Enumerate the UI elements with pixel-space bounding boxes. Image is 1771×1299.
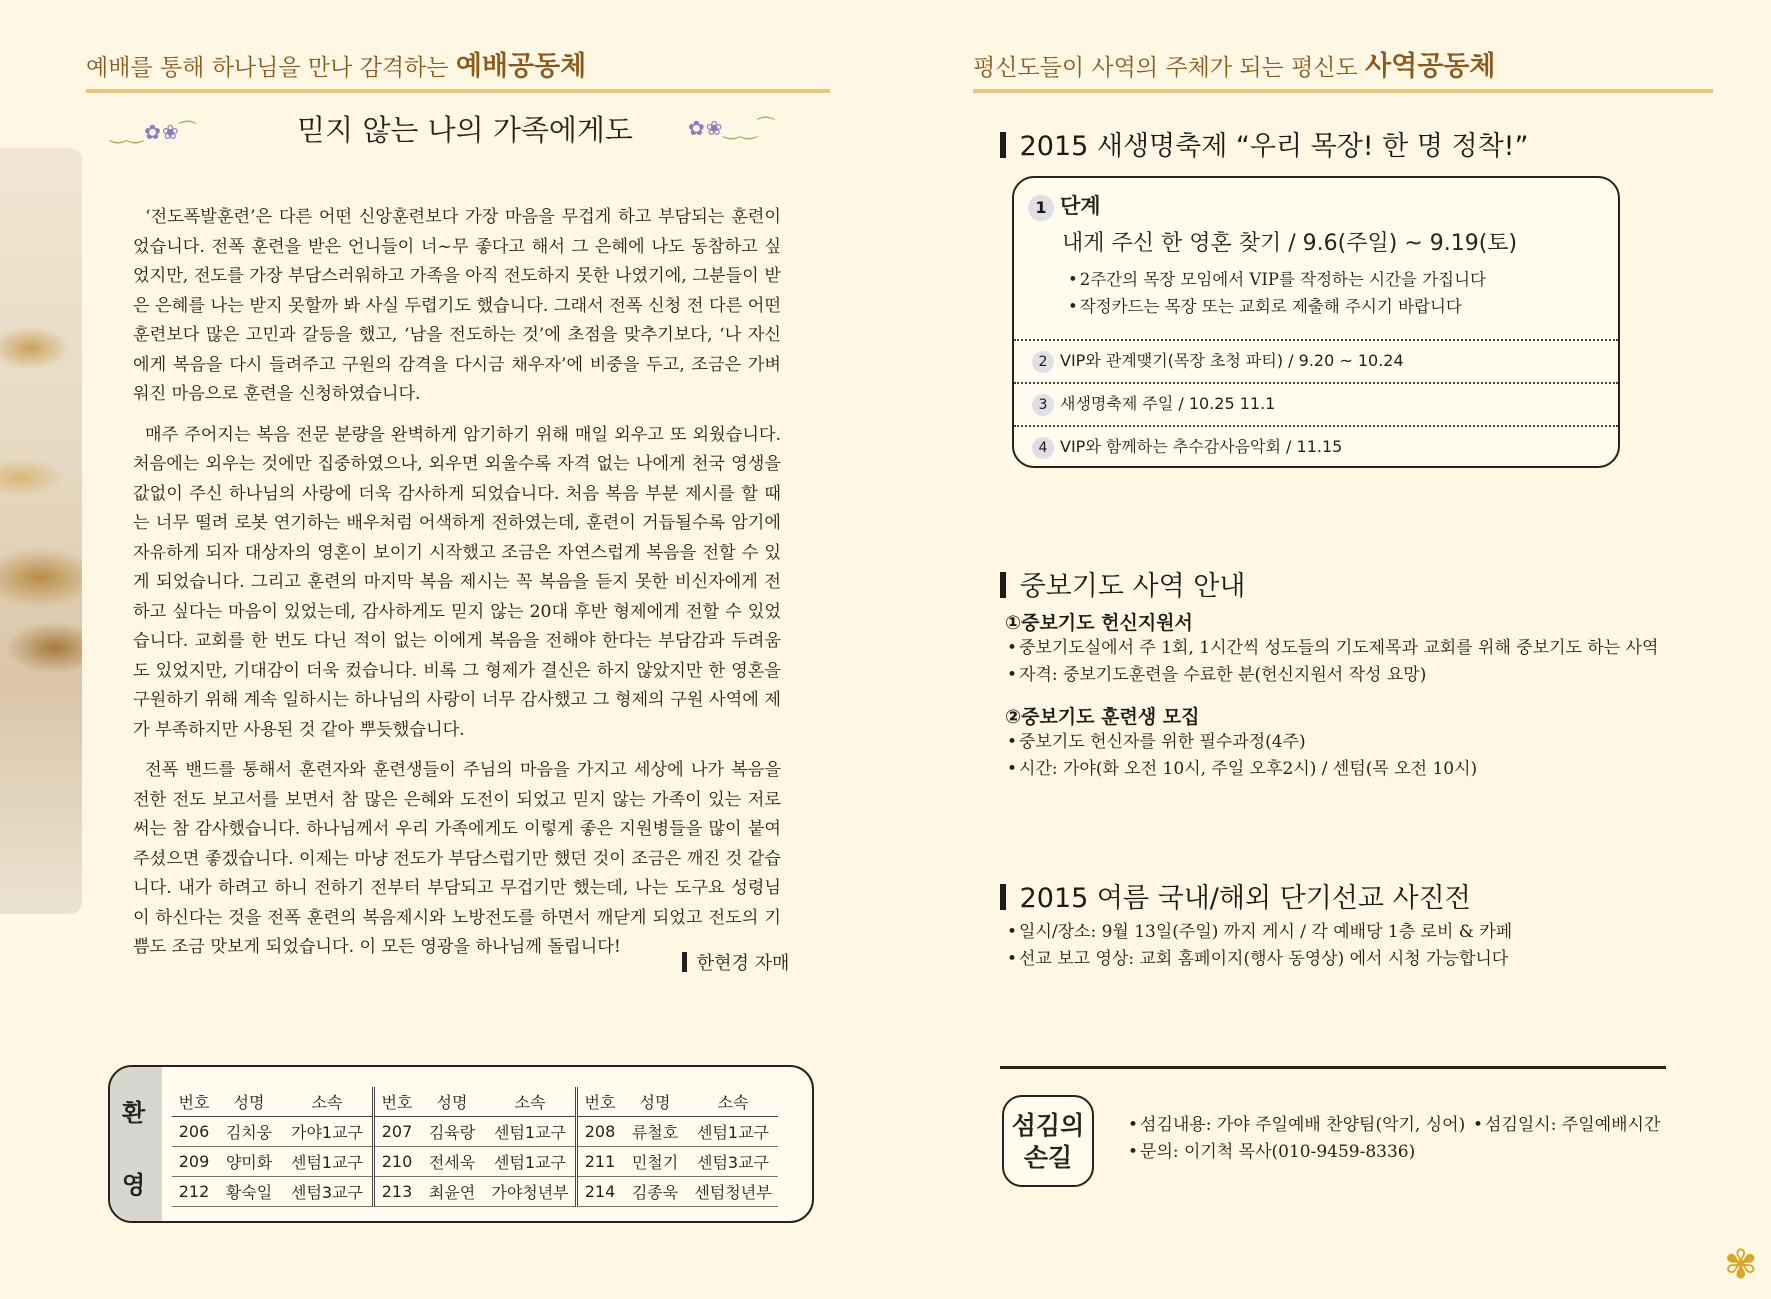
corner-leaf-icon: ✾	[1724, 1242, 1758, 1288]
stage-4-row	[1032, 434, 1342, 459]
stage-divider-1	[1014, 339, 1618, 341]
signature-text: 한현경 자매	[696, 953, 790, 974]
welcome-table	[172, 1087, 778, 1207]
stage-1-headline: 내게 주신 한 영혼 찾기 / 9.6(주일) ~ 9.19(토)	[1062, 231, 1518, 256]
serve-label	[1002, 1095, 1094, 1187]
right-header-bold: 사역공동체	[1365, 51, 1496, 82]
table-cell: 가야1교구	[282, 1117, 374, 1147]
prayer-title	[1000, 564, 1245, 603]
article-paragraph-3: 전폭 밴드를 통해서 훈련자와 훈련생들이 주님의 마음을 가지고 세상에 나가 복음을 전한 전도 보고서를 보면서 참 많은 은혜와 도전이 되었고 믿지 않는 가족이 있는 저로써는 참 감사했습니다. 하나님께서 우리 가족에게도 이렇게 좋은 지원병들을 많이 붙여주셨으면 좋겠습니다. 이제는 마냥 전도가 부담스럽기만 했던 것이 조금은 깨진 것 같습니다. 내가 하려고 하니 전하기 전부터 부담되고 무겁기만 했는데, 나는 도구요 성령님이 하신다는 것을 전폭 훈련의 복음제시와 노방전도를 하면서 깨닫게 되었고 전도의 기쁨도 조금 맛보게 되었습니다. 이 모든 영광을 하나님께 돌립니다!	[133, 760, 781, 957]
table-cell: 센텀1교구	[485, 1117, 577, 1147]
table-cell: 센텀1교구	[688, 1117, 778, 1147]
article-paragraph-2: 매주 주어지는 복음 전문 분량을 완벽하게 암기하기 위해 매일 외우고 또 외웠습니다. 처음에는 외우는 것에만 집중하였으나, 외우면 외울수록 자격 없는 나에게 천국 영생을 값없이 주신 하나님의 사랑에 더욱 감사하게 되었습니다. 처음 복음 부분 제시를 할 때는 너무 떨려 로봇 연기하는 배우처럼 어색하게 전하였는데, 훈련이 거듭될수록 암기에 자유하게 되자 대상자의 영혼이 보이기 시작했고 조금은 자연스럽게 복음을 전할 수 있게 되었습니다. 그리고 훈련의 마지막 복음 제시는 꼭 복음을 듣지 못한 비신자에게 전하고 싶다는 마음이 있었는데, 감사하게도 믿지 않는 20대 후반 형제에게 전할 수 있었습니다. 교회를 한 번도 다닌 적이 없는 이에게 복음을 전해야 한다는 부담감과 두려움도 있었지만, 기대감이 더욱 컸습니다. 비록 그 형제가 결신은 하지 않았지만 한 영혼을 구원하기 위해 계속 일하시는 하나님의 사랑이 너무 감사했고 그 형제의 구원 사역에 제가 부족하지만 사용된 것 같아 뿌듯했습니다.	[133, 424, 781, 740]
col-header-group: 소속	[485, 1087, 577, 1117]
stage-2-row	[1032, 348, 1404, 373]
stage-1-bullet-2: • 작정카드는 목장 또는 교회로 제출해 주시기 바랍니다	[1068, 293, 1462, 321]
stage-2-text: VIP와 관계맺기(목장 초청 파티) / 9.20 ~ 10.24	[1060, 351, 1404, 370]
mission-photo-title	[1000, 876, 1471, 915]
festival-title-text: 2015 새생명축제 “우리 목장! 한 명 정착!”	[1019, 131, 1529, 162]
col-header-name: 성명	[216, 1087, 282, 1117]
table-cell: 센텀3교구	[688, 1147, 778, 1177]
prayer-sub-1: ①중보기도 헌신지원서	[1005, 612, 1193, 634]
prayer-sub-2-bullet-2: • 시간: 가야(화 오전 10시, 주일 오후2시) / 센텀(목 오전 10시)	[1007, 755, 1477, 783]
stage-1-bullet-1: • 2주간의 목장 모임에서 VIP를 작정하는 시간을 가집니다	[1068, 266, 1486, 294]
welcome-box	[108, 1065, 814, 1223]
stage-3-row	[1032, 391, 1275, 416]
table-cell: 센텀1교구	[485, 1147, 577, 1177]
stage-2-number: 2	[1032, 351, 1054, 373]
table-cell: 206	[172, 1117, 216, 1147]
stage-1-label: 단계	[1060, 194, 1101, 218]
table-row	[172, 1147, 778, 1177]
prayer-sub-2-bullet-1: • 중보기도 헌신자를 위한 필수과정(4주)	[1007, 728, 1306, 756]
stage-4-number: 4	[1032, 437, 1054, 459]
table-cell: 207	[374, 1117, 420, 1147]
festival-stages-box	[1012, 176, 1620, 468]
serve-label-line-1: 섬김의	[1011, 1111, 1085, 1140]
stage-3-text: 새생명축제 주일 / 10.25 11.1	[1060, 394, 1276, 413]
table-cell: 최윤연	[419, 1177, 485, 1207]
col-header-number: 번호	[577, 1087, 623, 1117]
table-cell: 센텀3교구	[282, 1177, 374, 1207]
table-cell: 213	[374, 1177, 420, 1207]
prayer-sub-2: ②중보기도 훈련생 모집	[1005, 706, 1200, 728]
table-cell: 류철호	[622, 1117, 688, 1147]
table-cell: 센텀청년부	[688, 1177, 778, 1207]
welcome-side-char-2: 영	[122, 1171, 146, 1199]
col-header-group: 소속	[688, 1087, 778, 1117]
article-signature	[682, 949, 789, 975]
table-cell: 황숙일	[216, 1177, 282, 1207]
table-cell: 양미화	[216, 1147, 282, 1177]
table-cell: 208	[577, 1117, 623, 1147]
serve-content: • 섬김내용: 가야 주일예배 찬양팀(악기, 싱어)	[1128, 1111, 1465, 1139]
mission-photo-bullet-2: • 선교 보고 영상: 교회 홈페이지(행사 동영상) 에서 시청 가능합니다	[1007, 945, 1508, 973]
table-row	[172, 1117, 778, 1147]
right-section-header	[973, 44, 1713, 93]
left-header-prefix: 예배를 통해 하나님을 만나 감격하는	[86, 55, 449, 81]
col-header-name: 성명	[622, 1087, 688, 1117]
left-header-bold: 예배공동체	[455, 51, 587, 82]
table-cell: 가야청년부	[485, 1177, 577, 1207]
serve-time: • 섬김일시: 주일예배시간	[1473, 1111, 1660, 1139]
stage-3-number: 3	[1032, 394, 1054, 416]
welcome-side-char-1: 환	[122, 1099, 146, 1127]
article-paragraph-1: ‘전도폭발훈련’은 다른 어떤 신앙훈련보다 가장 마음을 무겁게 하고 부담되는 훈련이었습니다. 전폭 훈련을 받은 언니들이 너~무 좋다고 해서 그 은혜에 나도 동참하고 싶었지만, 전도를 가장 부담스러워하고 가족을 아직 전도하지 못한 나였기에, 그분들이 받은 은혜를 나는 받지 못할까 봐 사실 두렵기도 했습니다. 그래서 전폭 신청 전 다른 어떤 훈련보다 많은 고민과 갈등을 했고, ‘남을 전도하는 것’에 초점을 맞추기보다, ‘나 자신에게 복음을 다시 들려주고 구원의 감격을 다시금 채우자’에 비중을 두고, 조금은 가벼워진 마음으로 훈련을 신청하였습니다.	[133, 207, 781, 404]
col-header-group: 소속	[282, 1087, 374, 1117]
table-cell: 김종욱	[622, 1177, 688, 1207]
article-title: 믿지 않는 나의 가족에게도	[297, 113, 633, 147]
welcome-side-label	[110, 1067, 162, 1221]
flower-ornament-left: ‿‿✿❀⁀	[110, 120, 197, 144]
table-cell: 김육랑	[419, 1117, 485, 1147]
col-header-name: 성명	[419, 1087, 485, 1117]
festival-title	[1000, 124, 1529, 163]
stage-divider-2	[1014, 382, 1618, 384]
article-body	[133, 203, 781, 974]
flower-ornament-right: ✿❀‿‿⁀	[688, 116, 775, 140]
stage-1-heading	[1028, 190, 1101, 221]
prayer-sub-1-bullet-2: • 자격: 중보기도훈련을 수료한 분(헌신지원서 작성 요망)	[1007, 661, 1426, 689]
mission-photo-bullet-1: • 일시/장소: 9월 13일(주일) 까지 게시 / 각 예배당 1층 로비 & 카페	[1007, 918, 1512, 946]
prayer-sub-1-bullet-1: • 중보기도실에서 주 1회, 1시간씩 성도들의 기도제목과 교회를 위해 중보기도 하는 사역	[1007, 634, 1658, 662]
welcome-table-header	[172, 1087, 778, 1117]
prayer-title-text: 중보기도 사역 안내	[1019, 571, 1246, 602]
table-cell: 214	[577, 1177, 623, 1207]
decorative-wheat-photo	[0, 148, 82, 914]
table-cell: 210	[374, 1147, 420, 1177]
table-cell: 211	[577, 1147, 623, 1177]
table-cell: 김치웅	[216, 1117, 282, 1147]
right-header-prefix: 평신도들이 사역의 주체가 되는 평신도	[973, 55, 1358, 81]
mission-photo-title-text: 2015 여름 국내/해외 단기선교 사진전	[1019, 883, 1471, 914]
stage-divider-3	[1014, 425, 1618, 427]
table-cell: 212	[172, 1177, 216, 1207]
table-cell: 센텀1교구	[282, 1147, 374, 1177]
serve-contact: • 문의: 이기척 목사(010-9459-8336)	[1128, 1138, 1415, 1166]
col-header-number: 번호	[374, 1087, 420, 1117]
table-cell: 민철기	[622, 1147, 688, 1177]
left-section-header	[86, 44, 830, 93]
table-cell: 전세욱	[419, 1147, 485, 1177]
stage-1-number: 1	[1028, 195, 1054, 221]
serve-label-line-2: 손길	[1023, 1143, 1073, 1172]
stage-4-text: VIP와 함께하는 추수감사음악회 / 11.15	[1060, 437, 1343, 456]
table-row	[172, 1177, 778, 1207]
col-header-number: 번호	[172, 1087, 216, 1117]
table-cell: 209	[172, 1147, 216, 1177]
right-divider	[1000, 1066, 1666, 1069]
